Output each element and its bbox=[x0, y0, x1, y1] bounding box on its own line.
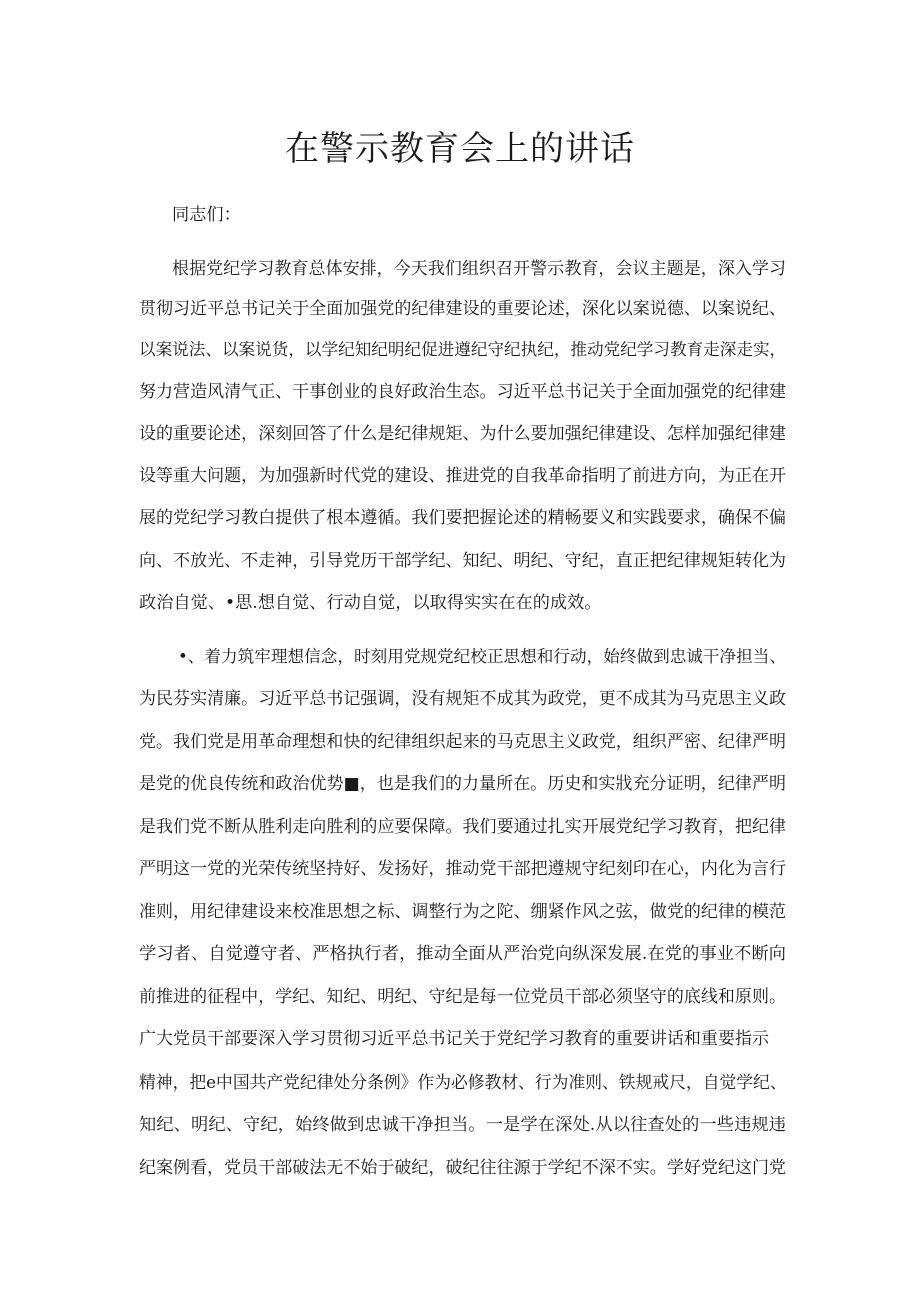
paragraph-line: 设的重要论述，深刻回答了什么是纪律规矩、为什么要加强纪律建设、怎样加强纪律建 bbox=[139, 424, 786, 444]
paragraph-line: 政治自觉、•思.想自觉、行动自觉，以取得实实在在的成效。 bbox=[139, 593, 602, 613]
paragraph-line: 贯彻习近平总书记关于全面加强党的纪律建设的重要论述，深化以案说德、以案说纪、 bbox=[139, 299, 786, 319]
paragraph-line: 向、不放光、不走神，引导党历干部学纪、知纪、明纪、守纪，直正把纪律规矩转化为 bbox=[139, 551, 786, 571]
paragraph-line: 是我们党不断从胜利走向胜利的应要保障。我们要通过扎实开展党纪学习教育，把纪律 bbox=[139, 817, 786, 837]
paragraph-line: 严明这一党的光荣传统坚持好、发扬好，推动党干部把遵规守纪刻印在心，内化为言行 bbox=[139, 859, 786, 879]
paragraph-line: 设等重大问题，为加强新时代党的建设、推进党的自我革命指明了前进方向，为正在开 bbox=[139, 466, 786, 486]
paragraph-line: 准则，用纪律建设来校准思想之标、调整行为之陀、绷紧作风之弦，做党的纪律的模范 bbox=[139, 902, 786, 922]
paragraph-line: 广大党员干部要深入学习贯彻习近平总书记关于党纪学习教育的重要讲话和重要指示 bbox=[139, 1029, 769, 1049]
paragraph-line: 前推进的征程中，学纪、知纪、明纪、守纪是每一位党员干部必须坚守的底线和原则。 bbox=[139, 987, 786, 1007]
paragraph-line: 根据党纪学习教育总体安排，今天我们组织召开警示教育，会议主题是，深入学习 bbox=[172, 259, 786, 279]
paragraph-line: 知纪、明纪、守纪，始终做到忠诚干净担当。一是学在深处.从以往查处的一些违规违 bbox=[139, 1115, 786, 1135]
paragraph-line: 纪案例看，党员干部破法无不始于破纪，破纪往往源于学纪不深不实。学好党纪这门党 bbox=[139, 1158, 786, 1178]
paragraph-line: 展的党纪学习教白提供了根本遵循。我们要把握论述的精畅要义和实践要求，确保不偏 bbox=[139, 508, 786, 528]
paragraph-line: 努力营造风清气正、干事创业的良好政治生态。习近平总书记关于全面加强党的纪律建 bbox=[139, 382, 786, 402]
paragraph-line: 精神，把e中国共产党纪律处分条例》作为必修教材、行为准则、铁规戒尺，自觉学纪、 bbox=[139, 1072, 787, 1092]
paragraph-line: 为民芬实清廉。习近平总书记强调，没有规矩不成其为政党，更不成其为马克思主义政 bbox=[139, 689, 786, 709]
paragraph-line: 以案说法、以案说货，以学纪知纪明纪促进遵纪守纪执纪，推动党纪学习教育走深走实， bbox=[139, 340, 787, 359]
paragraph-line: 是党的优良传统和政治优势■，也是我们的力量所在。历史和实戕充分证明，纪律严明 bbox=[139, 774, 786, 794]
salutation: 同志们： bbox=[172, 205, 241, 225]
paragraph-line: 学习者、自觉遵守者、严格执行者，推动全面从严治党向纵深发展.在党的事业不断向 bbox=[139, 944, 786, 964]
paragraph-line: 党。我们党是用革命理想和快的纪律组织起来的马克思主义政党，组织严密、纪律严明 bbox=[139, 732, 786, 752]
page-title: 在警示教育会上的讲话 bbox=[285, 129, 635, 169]
paragraph-line: •、着力筑牢理想信念，时刻用党规党纪校正思想和行动，始终做到忠诚干净担当、 bbox=[178, 647, 786, 666]
